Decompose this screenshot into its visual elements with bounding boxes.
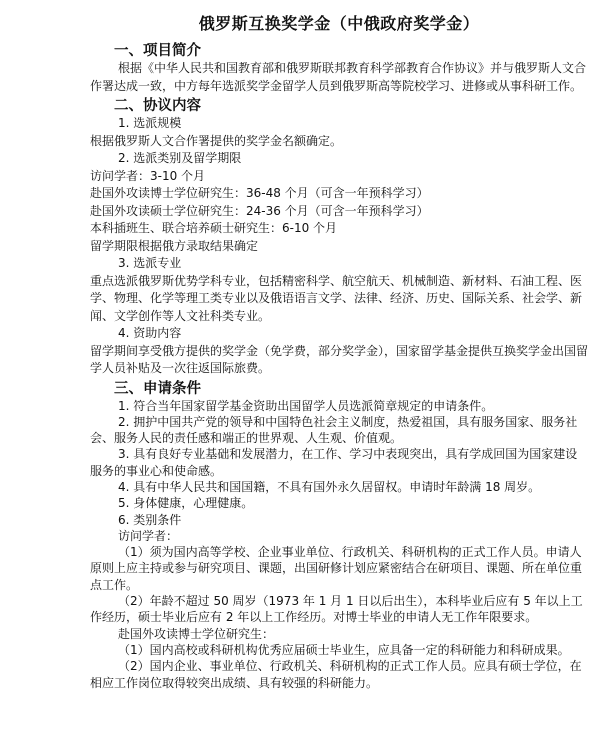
phd-label: 赴国外攻读博士学位研究生：: [118, 626, 275, 641]
category-line: 赴国外攻读博士学位研究生：36-48 个月（可含一年预科学习）: [90, 186, 429, 200]
document-title: 俄罗斯互换奖学金（中俄政府奖学金）: [198, 14, 480, 33]
eligibility-item: 1. 符合当年国家留学基金资助出国留学人员选派简章规定的申请条件。: [118, 398, 494, 413]
phd-item: （2）国内企业、事业单位、行政机关、科研机构的正式工作人员。应具有硕士学位，在相应工作岗位取得较突出成绩、具有较强的科研能力。: [90, 659, 582, 690]
category-line: 留学期限根据俄方录取结果确定: [90, 238, 259, 253]
majors-text: 重点选派俄罗斯优势学科专业，包括精密科学、航空航天、机械制造、新材料、石油工程、医学、物理、化学等理工类专业以及俄语语言文学、法律、经济、历史、国际关系、社会学、新闻、文学创作等人文社科类专业。: [90, 273, 583, 323]
phd-item: （1）国内高校或科研机构优秀应届硕士毕业生，应具备一定的科研能力和科研成果。: [118, 642, 570, 657]
eligibility-item: 4. 具有中华人民共和国国籍，不具有国外永久居留权。申请时年龄满 18 周岁。: [118, 479, 541, 494]
eligibility-item: 5. 身体健康，心理健康。: [118, 496, 254, 511]
visiting-scholar-item: （1）须为国内高等学校、企业事业单位、行政机关、科研机构的正式工作人员。申请人原则上应主持或参与研究项目、课题，出国研修计划应紧密结合在研项目、课题、所在单位重点工作。: [90, 545, 583, 592]
section-heading-agreement: 二、协议内容: [114, 98, 201, 114]
subheading-funding: 4. 资助内容: [118, 326, 182, 340]
subheading-category-conditions: 6. 类别条件: [118, 512, 182, 527]
category-line: 赴国外攻读硕士学位研究生：24-36 个月（可含一年预科学习）: [90, 203, 429, 218]
section-heading-eligibility: 三、申请条件: [114, 380, 201, 397]
funding-text: 留学期间享受俄方提供的奖学金（免学费，部分奖学金），国家留学基金提供互换奖学金出国留学人员补贴及一次往返国际旅费。: [90, 343, 589, 375]
intro-paragraph: 根据《中华人民共和国教育部和俄罗斯联邦教育科学部教育合作协议》并与俄罗斯人文合作署达成一致，中方每年选派奖学金留学人员到俄罗斯高等院校学习、进修或从事科研工作。: [90, 61, 587, 93]
category-line: 本科插班生、联合培养硕士研究生：6-10 个月: [90, 221, 338, 235]
eligibility-item: 2. 拥护中国共产党的领导和中国特色社会主义制度，热爱祖国，具有服务国家、服务社会、服务人民的责任感和端正的世界观、人生观、价值观。: [90, 414, 578, 446]
eligibility-item: 3. 具有良好专业基础和发展潜力，在工作、学习中表现突出，具有学成回国为国家建设服务的事业心和使命感。: [90, 447, 578, 478]
category-line: 访问学者：3-10 个月: [90, 168, 206, 183]
subheading-majors: 3. 选派专业: [118, 256, 182, 270]
visiting-scholar-label: 访问学者：: [118, 528, 179, 543]
subheading-scale: 1. 选派规模: [118, 116, 182, 130]
subheading-categories: 2. 选派类别及留学期限: [118, 151, 242, 165]
scale-text: 根据俄罗斯人文合作署提供的奖学金名额确定。: [90, 133, 343, 148]
visiting-scholar-item: （2）年龄不超过 50 周岁（1973 年 1 月 1 日以后出生），本科毕业后应有 5 年以上工作经历，硕士毕业后应有 2 年以上工作经历。对博士毕业的申请人无工作年限要求。: [90, 594, 583, 625]
section-heading-intro: 一、项目简介: [114, 43, 201, 59]
